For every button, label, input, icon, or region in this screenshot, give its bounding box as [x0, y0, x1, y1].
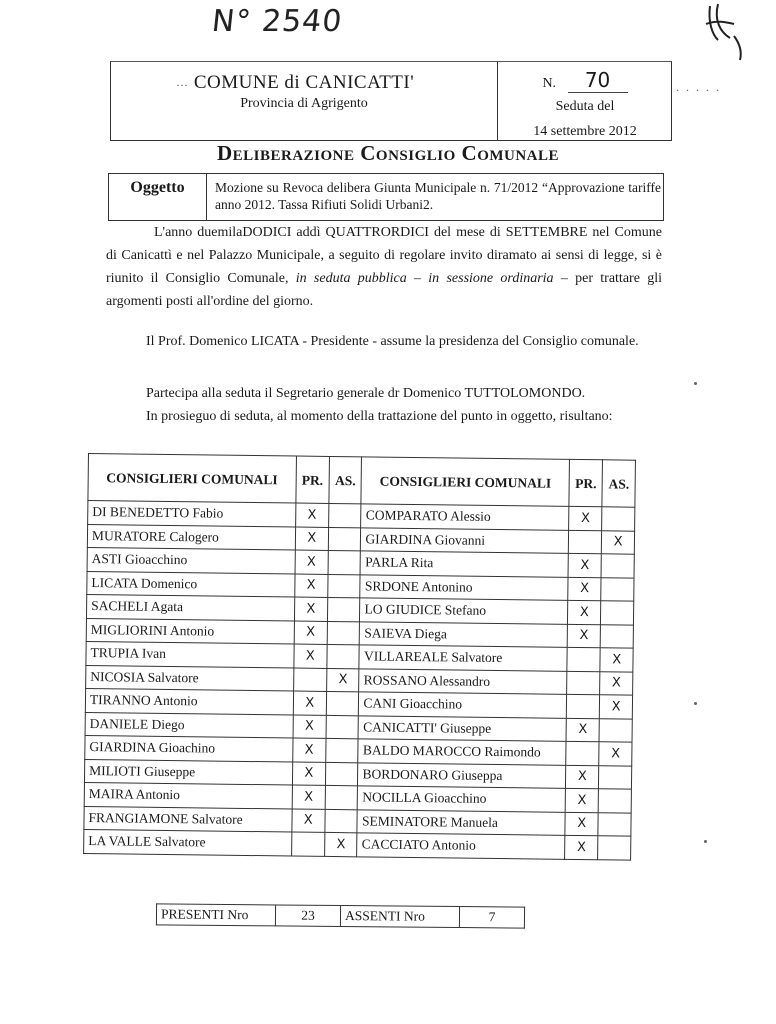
present-mark: X: [567, 624, 601, 648]
absent-mark: [325, 785, 358, 809]
header-consiglieri-right: CONSIGLIERI COMUNALI: [361, 457, 569, 507]
header-number-block: [499, 62, 671, 140]
councillor-name: GIARDINA Gioachino: [85, 735, 293, 761]
absent-mark: [327, 597, 360, 621]
header-consiglieri-left: CONSIGLIERI COMUNALI: [88, 454, 296, 504]
present-mark: X: [292, 762, 326, 786]
dotted-leader-right: . . . . .: [676, 80, 721, 94]
scan-speck: [694, 382, 697, 385]
oggetto-label: Oggetto: [109, 174, 207, 220]
present-mark: [293, 668, 327, 692]
councillor-name: PARLA Rita: [361, 551, 569, 577]
comune-name: COMUNE di CANICATTI': [193, 72, 415, 93]
totals-row: [156, 904, 524, 928]
councillor-name: SAIEVA Diega: [360, 621, 568, 647]
absent-mark: [601, 577, 634, 601]
councillor-name: DANIELE Diego: [85, 712, 293, 738]
present-mark: [566, 741, 600, 765]
councillor-name: LO GIUDICE Stefano: [360, 598, 568, 624]
present-mark: X: [569, 506, 603, 530]
dotted-leader: …: [176, 75, 188, 89]
absent-mark: [328, 550, 361, 574]
header-pr-right: PR.: [569, 459, 603, 506]
header-box: [110, 61, 672, 141]
present-mark: X: [565, 788, 599, 812]
councillor-name: MILIOTI Giuseppe: [84, 759, 292, 785]
present-mark: X: [292, 785, 326, 809]
provincia-name: Provincia di Agrigento: [240, 96, 368, 111]
absent-mark: [598, 812, 631, 836]
seduta-label: Seduta del: [555, 99, 615, 114]
absent-mark: X: [600, 648, 633, 672]
paragraph-secretary: Partecipa alla seduta il Segretario generale dr Domenico TUTTOLOMONDO.: [146, 386, 586, 401]
absent-mark: [601, 601, 634, 625]
present-mark: X: [568, 553, 602, 577]
present-mark: [291, 832, 325, 856]
assenti-value: 7: [459, 907, 524, 929]
councillor-name: SACHELI Agata: [86, 594, 294, 620]
absent-mark: [326, 738, 359, 762]
present-mark: X: [565, 835, 599, 859]
absent-mark: [599, 765, 632, 789]
attendance-body: [84, 501, 635, 860]
councillor-name: TRUPIA Ivan: [86, 641, 294, 667]
paragraph-president: Il Prof. Domenico LICATA - Presidente - assume la presidenza del Consiglio comunale.: [146, 334, 639, 349]
absent-mark: X: [325, 832, 358, 856]
present-mark: X: [565, 812, 599, 836]
absent-mark: [601, 554, 634, 578]
presenti-value: 23: [275, 905, 340, 927]
councillor-name: VILLAREALE Salvatore: [359, 645, 567, 671]
present-mark: [566, 694, 600, 718]
absent-mark: X: [600, 671, 633, 695]
absent-mark: [327, 644, 360, 668]
oggetto-box: [108, 173, 664, 221]
p1-text-a: L'anno duemilaDODICI addì QUATTRORDICI del mese di SETTEMBRE nel Comune di Canicattì e nel Palazzo Municipale, a seguito di regolare invito diramato ai sensi di legge, si è riunito il Consiglio Comunale,: [106, 225, 662, 286]
absent-mark: [599, 789, 632, 813]
scan-speck: [704, 840, 707, 843]
attendance-table: [83, 453, 636, 860]
councillor-name: DI BENEDETTO Fabio: [88, 501, 296, 527]
number-value: 70: [568, 68, 628, 93]
absent-mark: [327, 621, 360, 645]
attendance-header-row: [88, 454, 636, 508]
p1-text-b: – per trattare gli argomenti posti all'ordine del giorno.: [106, 271, 662, 309]
present-mark: X: [295, 550, 329, 574]
document-title: Deliberazione Consiglio Comunale: [216, 141, 560, 165]
councillor-name: SEMINATORE Manuela: [357, 809, 565, 835]
scan-speck: [694, 702, 697, 705]
present-mark: X: [566, 718, 600, 742]
present-mark: X: [295, 527, 329, 551]
absent-mark: [329, 503, 362, 527]
header-as-right: AS.: [602, 460, 635, 507]
present-mark: [567, 671, 601, 695]
absent-mark: [602, 507, 635, 531]
present-mark: X: [566, 765, 600, 789]
councillor-name: CACCIATO Antonio: [357, 833, 565, 859]
absent-mark: X: [599, 742, 632, 766]
handwritten-protocol-number: N° 2540: [210, 4, 345, 39]
present-mark: X: [293, 715, 327, 739]
present-mark: X: [295, 503, 329, 527]
absent-mark: [328, 527, 361, 551]
paragraph-attendance-intro: In prosieguo di seduta, al momento della trattazione del punto in oggetto, risultano:: [146, 409, 613, 424]
present-mark: X: [293, 644, 327, 668]
paragraph-session-intro: [106, 221, 662, 313]
present-mark: X: [568, 600, 602, 624]
councillor-name: MAIRA Antonio: [84, 782, 292, 808]
present-mark: [568, 530, 602, 554]
councillor-name: NOCILLA Gioacchino: [358, 786, 566, 812]
councillor-name: ROSSANO Alessandro: [359, 668, 567, 694]
present-mark: X: [294, 597, 328, 621]
handwritten-initial-mark: [700, 0, 746, 64]
present-mark: X: [291, 809, 325, 833]
oggetto-text: Mozione su Revoca delibera Giunta Municipale n. 71/2012 “Approvazione tariffe anno 2012. Tassa Rifiuti Solidi Urbani2.: [215, 180, 661, 212]
councillor-name: ASTI Gioacchino: [87, 547, 295, 573]
councillor-name: MURATORE Calogero: [87, 524, 295, 550]
absent-mark: X: [600, 695, 633, 719]
councillor-name: LICATA Domenico: [87, 571, 295, 597]
assenti-label: ASSENTI Nro: [340, 906, 459, 928]
present-mark: X: [568, 577, 602, 601]
absent-mark: [599, 718, 632, 742]
header-as-left: AS.: [329, 456, 362, 503]
number-label: N.: [542, 76, 557, 91]
absent-mark: [325, 762, 358, 786]
present-mark: X: [294, 574, 328, 598]
header-pr-left: PR.: [295, 456, 329, 503]
councillor-name: CANICATTI' Giuseppe: [359, 715, 567, 741]
councillor-name: BALDO MAROCCO Raimondo: [358, 739, 566, 765]
councillor-name: CANI Gioacchino: [359, 692, 567, 718]
absent-mark: [598, 836, 631, 860]
present-mark: X: [293, 691, 327, 715]
absent-mark: X: [602, 530, 635, 554]
councillor-name: BORDONARO Giuseppa: [358, 762, 566, 788]
councillor-name: LA VALLE Salvatore: [84, 829, 292, 855]
councillor-name: SRDONE Antonino: [360, 574, 568, 600]
absent-mark: [326, 715, 359, 739]
totals-table: [156, 903, 525, 928]
councillor-name: TIRANNO Antonio: [85, 688, 293, 714]
councillor-name: MIGLIORINI Antonio: [86, 618, 294, 644]
present-mark: X: [294, 621, 328, 645]
councillor-name: GIARDINA Giovanni: [361, 527, 569, 553]
seduta-date: 14 settembre 2012: [533, 124, 637, 139]
absent-mark: X: [327, 668, 360, 692]
header-institution: [111, 62, 498, 140]
p1-text-italic: in seduta pubblica – in sessione ordinaria: [295, 271, 554, 286]
present-mark: [567, 647, 601, 671]
deliberation-number: [499, 68, 671, 93]
presenti-label: PRESENTI Nro: [156, 904, 275, 926]
absent-mark: [326, 691, 359, 715]
absent-mark: [325, 809, 358, 833]
councillor-name: FRANGIAMONE Salvatore: [84, 806, 292, 832]
councillor-name: COMPARATO Alessio: [361, 504, 569, 530]
present-mark: X: [292, 738, 326, 762]
absent-mark: [601, 624, 634, 648]
councillor-name: NICOSIA Salvatore: [86, 665, 294, 691]
absent-mark: [328, 574, 361, 598]
